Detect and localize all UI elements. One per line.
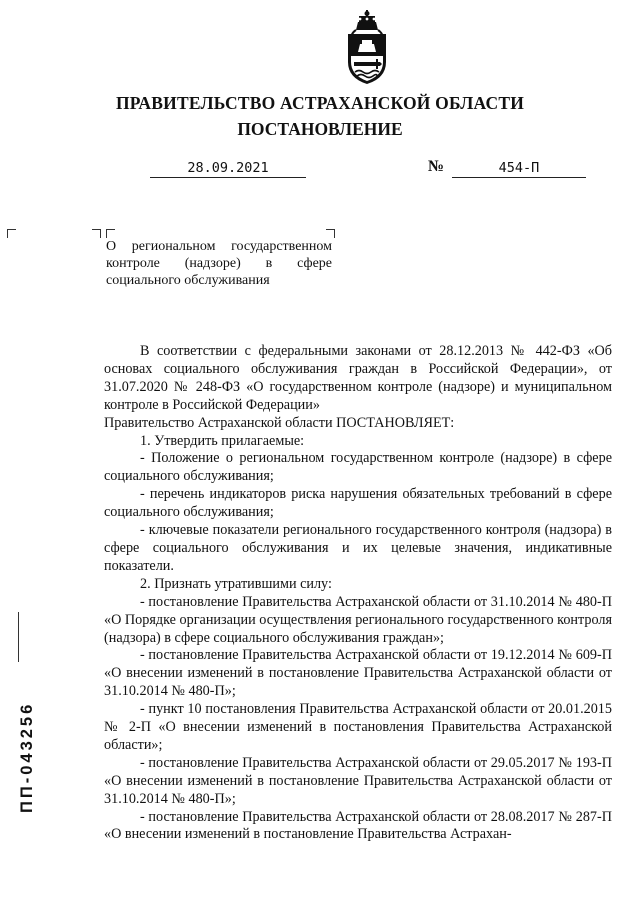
clause-2: 2. Признать утратившими силу:: [140, 575, 332, 592]
clause-1-item: - Положение о региональном государственном контроле (надзоре) в сфере социального обслуживания;: [104, 450, 612, 485]
document-body: [104, 343, 612, 844]
number-sign: №: [428, 158, 445, 175]
document-number: 454-П: [452, 160, 586, 178]
margin-line: [18, 612, 19, 662]
side-serial-code: ПП-043256: [18, 701, 36, 813]
bracket-corner: [326, 229, 335, 238]
clause-2-item: - постановление Правительства Астраханской области от 19.12.2014 № 609-П «О внесении изменений в постановление Правительства Астраханской области от 31.10.2014 № 480-П»;: [104, 647, 612, 700]
clause-2-item: - пункт 10 постановления Правительства Астраханской области от 20.01.2015 № 2-П «О внесении изменений в постановления Правительства Астраханской области»;: [104, 701, 612, 753]
clause-1: 1. Утвердить прилагаемые:: [140, 432, 305, 449]
resolution-line: Правительство Астраханской области ПОСТАНОВЛЯЕТ:: [104, 414, 455, 431]
bracket-corner: [106, 229, 115, 238]
clause-2-item: - постановление Правительства Астраханской области от 31.10.2014 № 480-П «О Порядке организации осуществления регионального государственного контроля (надзора) в сфере социального обслуживания граждан»;: [104, 593, 612, 646]
bracket-corner: [7, 229, 16, 238]
clause-1-item: - ключевые показатели регионального государственного контроля (надзора) в сфере социального обслуживания и их целевые значения, индикативные показатели.: [104, 522, 612, 574]
clause-1-item: - перечень индикаторов риска нарушения обязательных требований в сфере социального обслуживания;: [104, 486, 612, 521]
bracket-corner: [92, 229, 101, 238]
clause-2-item: - постановление Правительства Астраханской области от 29.05.2017 № 193-П «О внесении изменений в постановление Правительства Астраханской области от 31.10.2014 № 480-П»;: [104, 754, 612, 807]
preamble-paragraph: В соответствии с федеральными законами от 28.12.2013 № 442-ФЗ «Об основах социального обслуживания граждан в Российской Федерации», от 31.07.2020 № 248-ФЗ «О государственном контроле (надзоре) и муниципальном контроле в Российской Федерации»: [104, 343, 612, 413]
coat-of-arms-icon: [338, 10, 396, 86]
document-date: 28.09.2021: [150, 160, 306, 178]
document-type: ПОСТАНОВЛЕНИЕ: [237, 119, 403, 139]
organization-title: ПРАВИТЕЛЬСТВО АСТРАХАНСКОЙ ОБЛАСТИ: [115, 93, 525, 113]
document-subject: О региональном государственном контроле (надзоре) в сфере социального обслуживания: [106, 239, 332, 288]
clause-2-item: - постановление Правительства Астраханской области от 28.08.2017 № 287-П «О внесении изменений в постановление Правительства Астрахан-: [104, 808, 612, 843]
